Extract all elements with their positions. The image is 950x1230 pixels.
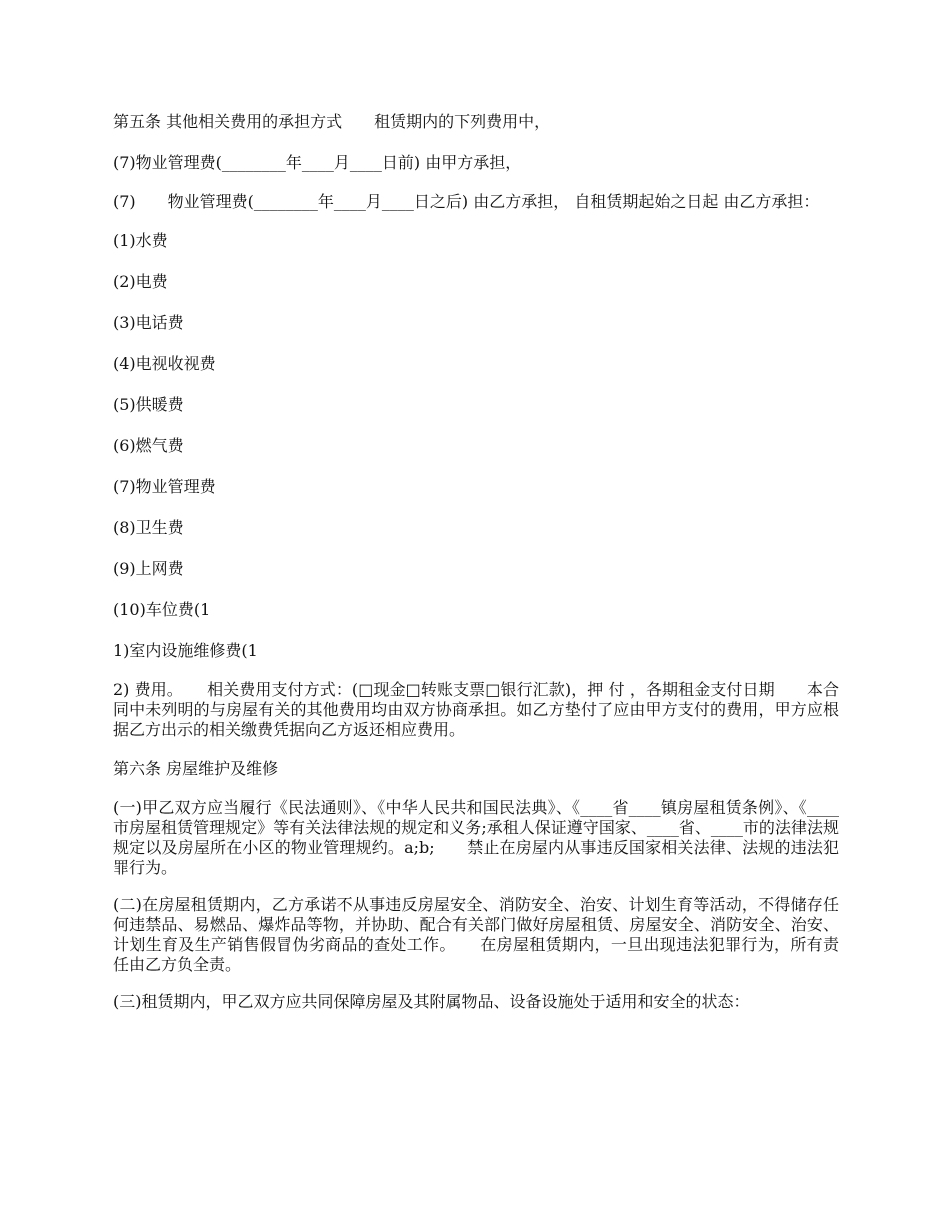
fee-payment-paragraph: 2) 费用。 相关费用支付方式：(□现金□转账支票□银行汇款)，押 付 ，各期租金支付日期 本合同中未列明的与房屋有关的其他费用均由双方协商承担。如乙方垫付了应由甲方支付的费用，甲方应根据乙方出示的相关缴费凭据向乙方返还相应费用。 [113,680,839,739]
fee-item-indoor-repair: 1)室内设施维修费(1 [113,641,258,660]
fee-item-property-management: (7)物业管理费 [113,477,216,496]
fee-item-heating: (5)供暖费 [113,395,184,414]
article-six-heading: 第六条 房屋维护及维修 [113,759,279,778]
maintenance-clause-two: (二)在房屋租赁期内，乙方承诺不从事违反房屋安全、消防安全、治安、计划生育等活动，不得储存任何违禁品、易燃品、爆炸品等物，并协助、配合有关部门做好房屋租赁、房屋安全、消防安全、治安、计划生育及生产销售假冒伪劣商品的查处工作。 在房屋租赁期内，一旦出现违法犯罪行为，所有责任由乙方负全责。 [113,895,839,974]
fee-item-sanitation: (8)卫生费 [113,518,184,537]
document-body [113,110,839,1029]
fee-item-internet: (9)上网费 [113,559,184,578]
fee-item-gas: (6)燃气费 [113,436,184,455]
maintenance-clause-three: (三)租赁期内，甲乙双方应共同保障房屋及其附属物品、设备设施处于适用和安全的状态： [113,992,750,1011]
article-five-heading: 第五条 其他相关费用的承担方式 租赁期内的下列费用中， [113,112,551,131]
fee-item-electricity: (2)电费 [113,272,168,291]
fee-item-parking: (10)车位费(1 [113,600,211,619]
fee-item-telephone: (3)电话费 [113,313,184,332]
fee-item-water: (1)水费 [113,231,168,250]
maintenance-clause-one: (一)甲乙双方应当履行《民法通则》、《中华人民共和国民法典》、《____省____镇房屋租赁条例》、《____市房屋租赁管理规定》等有关法律法规的规定和义务;承租人保证遵守国家、____省、____市的法律法规规定以及房屋所在小区的物业管理规约。a;b; 禁止在房屋内从事违反国家相关法律、法规的违法犯罪行为。 [113,798,839,877]
clause-property-fee-before: (7)物业管理费(________年____月____日前) 由甲方承担， [113,153,522,172]
fee-item-tv: (4)电视收视费 [113,354,216,373]
clause-property-fee-after: (7) 物业管理费(________年____月____日之后) 由乙方承担， 自租赁期起始之日起 由乙方承担： [113,192,820,211]
